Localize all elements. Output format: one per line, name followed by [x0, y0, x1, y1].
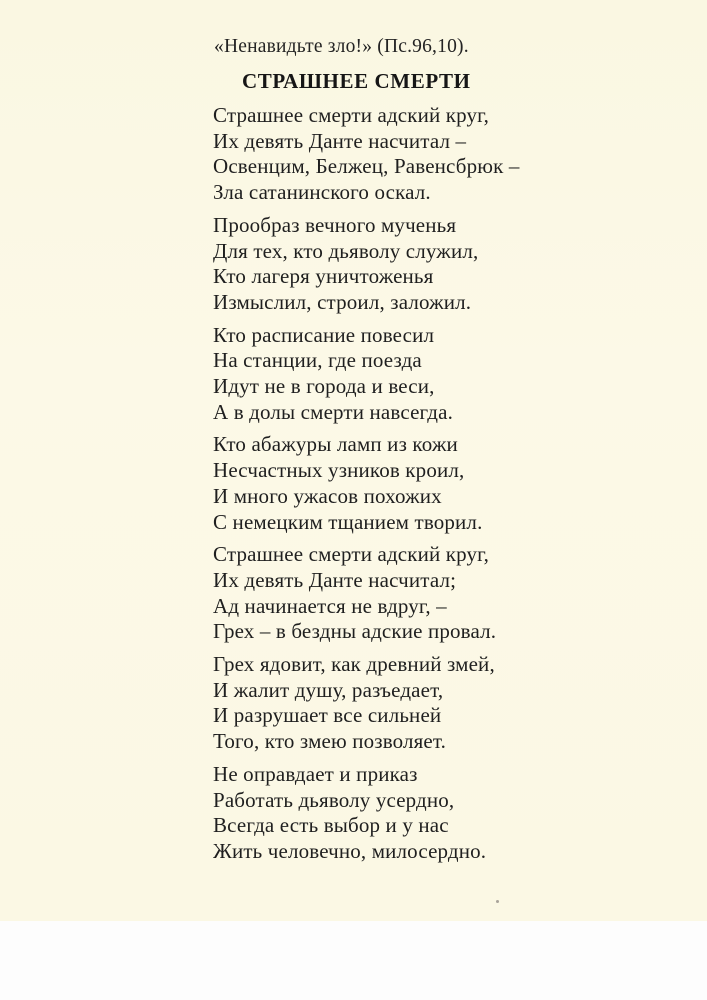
stanza [213, 652, 707, 755]
poem-line: И разрушает все сильней [213, 703, 442, 728]
poem-line: Измыслил, строил, заложил. [213, 289, 472, 314]
poem-line: Идут не в города и веси, [213, 374, 435, 399]
poem-line: С немецким тщанием творил. [213, 509, 483, 534]
poem-line: Грех – в бездны адские провал. [213, 619, 497, 644]
stanza [213, 542, 707, 645]
poem-line: Прообраз вечного мученья [213, 212, 457, 237]
stanza [213, 213, 707, 316]
poem-line: Ад начинается не вдруг, – [213, 593, 447, 618]
poem-line: И много ужасов похожих [213, 483, 442, 508]
scan-bottom-margin [0, 921, 707, 1000]
poem-line: Страшнее смерти адский круг, [213, 542, 489, 567]
poem-body [213, 103, 707, 865]
stanza [213, 103, 707, 206]
poem-line: Зла сатанинского оскал. [213, 180, 431, 205]
poem-line: Грех ядовит, как древний змей, [213, 652, 495, 677]
poem-line: На станции, где поезда [213, 348, 422, 373]
poem-line: Жить человечно, милосердно. [213, 838, 487, 863]
stanza [213, 432, 707, 535]
poem-line: Их девять Данте насчитал; [213, 567, 457, 592]
poem-line: Всегда есть выбор и у нас [213, 813, 449, 838]
stanza [213, 323, 707, 426]
epigraph: «Ненавидьте зло!» (Пс.96,10). [214, 36, 469, 57]
poem-line: Несчастных узников кроил, [213, 458, 465, 483]
paper-speck [496, 900, 499, 903]
poem-line: Работать дьяволу усердно, [213, 787, 455, 812]
poem-line: Кто абажуры ламп из кожи [213, 432, 458, 457]
poem-line: Того, кто змею позволяет. [213, 729, 447, 754]
poem-line: Страшнее смерти адский круг, [213, 103, 489, 127]
poem-title: СТРАШНЕЕ СМЕРТИ [242, 69, 471, 93]
poem-line: Не оправдает и приказ [213, 761, 418, 786]
poem-line: Их девять Данте насчитал – [213, 128, 467, 153]
poem-line: А в долы смерти навсегда. [213, 399, 453, 424]
poem-line: И жалит душу, разъедает, [213, 677, 444, 702]
poem-line: Кто расписание повесил [213, 322, 435, 347]
poem-line: Для тех, кто дьяволу служил, [213, 238, 479, 263]
poem-line: Освенцим, Белжец, Равенсбрюк – [213, 154, 520, 179]
poem-line: Кто лагеря уничтоженья [213, 264, 434, 289]
stanza [213, 762, 707, 865]
